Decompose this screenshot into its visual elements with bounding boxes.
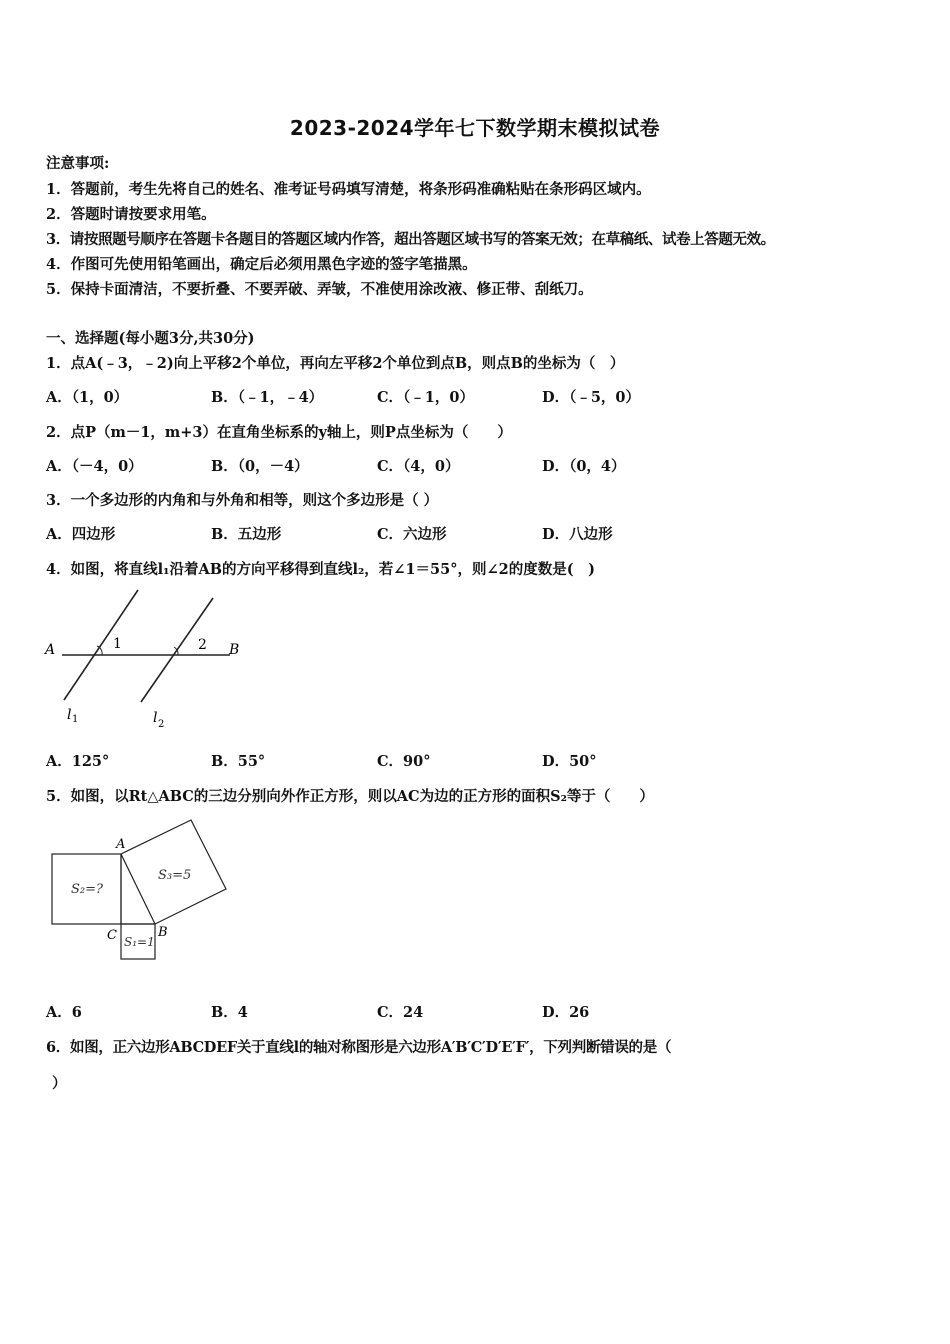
notice-item: 1．答题前，考生先将自己的姓名、准考证号码填写清楚，将条形码准确粘贴在条形码区域内。: [46, 181, 651, 198]
question-1-option-a[interactable]: A．（1，0）: [46, 389, 129, 406]
question-2-option-c[interactable]: C．（4，0）: [377, 458, 460, 475]
question-5-option-d[interactable]: D．26: [542, 1004, 590, 1021]
question-5-option-a[interactable]: A．6: [46, 1004, 82, 1021]
question-1-option-c[interactable]: C．（﹣1，0）: [377, 389, 474, 406]
question-4-option-b[interactable]: B．55°: [211, 753, 266, 770]
question-1-stem: 1．点A(﹣3，﹣2)向上平移2个单位，再向左平移2个单位到点B，则点B的坐标为（ ）: [46, 355, 625, 372]
notice-item: 5．保持卡面清洁，不要折叠、不要弄破、弄皱，不准使用涂改液、修正带、刮纸刀。: [46, 281, 593, 298]
label-angle-2: 2: [198, 637, 207, 653]
label-b: B: [229, 642, 240, 658]
label-s1: S₁=1: [124, 935, 155, 949]
label-l2: l: [153, 710, 158, 726]
label-l1-sub: 1: [72, 714, 79, 725]
section-heading: 一、选择题(每小题3分,共30分): [46, 330, 255, 347]
question-4-option-d[interactable]: D．50°: [542, 753, 597, 770]
notice-item: 3．请按照题号顺序在答题卡各题目的答题区域内作答，超出答题区域书写的答案无效；在草稿纸、试卷上答题无效。: [46, 231, 775, 248]
question-6-stem-cont: ）: [52, 1075, 67, 1092]
label-l1: l: [67, 707, 72, 723]
question-4-stem: 4．如图，将直线l₁沿着AB的方向平移得到直线l₂，若∠1＝55°，则∠2的度数是( ): [46, 561, 595, 578]
question-1-option-b[interactable]: B．（﹣1，﹣4）: [211, 389, 324, 406]
question-2-stem: 2．点P（m－1，m+3）在直角坐标系的y轴上，则P点坐标为（ ）: [46, 424, 512, 441]
label-a: A: [45, 642, 56, 658]
question-4-option-a[interactable]: A．125°: [46, 753, 110, 770]
question-2-option-b[interactable]: B．（0，－4）: [211, 458, 309, 475]
question-1-option-d[interactable]: D．（﹣5，0）: [542, 389, 641, 406]
notice-heading: 注意事项:: [46, 155, 110, 172]
squares-triangle-figure: [44, 815, 239, 965]
question-2-option-d[interactable]: D．（0，4）: [542, 458, 626, 475]
question-5-option-c[interactable]: C．24: [377, 1004, 424, 1021]
label-angle-1: 1: [113, 636, 122, 652]
question-3-option-b[interactable]: B．五边形: [211, 526, 282, 543]
line-l1: [64, 590, 138, 700]
question-3-option-a[interactable]: A．四边形: [46, 526, 116, 543]
label-l2-sub: 2: [158, 719, 165, 730]
label-s2: S₂=?: [71, 882, 103, 897]
label-a: A: [116, 837, 126, 852]
question-4-option-c[interactable]: C．90°: [377, 753, 431, 770]
question-5-stem: 5．如图，以Rt△ABC的三边分别向外作正方形，则以AC为边的正方形的面积S₂等于（ ）: [46, 788, 654, 805]
question-6-stem: 6．如图，正六边形ABCDEF关于直线l的轴对称图形是六边形A′B′C′D′E′F′，下列判断错误的是（: [46, 1039, 672, 1056]
parallel-lines-figure: [40, 588, 250, 733]
question-3-option-c[interactable]: C．六边形: [377, 526, 447, 543]
question-2-option-a[interactable]: A．（－4，0）: [46, 458, 143, 475]
label-c: C: [107, 928, 117, 943]
label-b: B: [158, 925, 168, 940]
question-5-option-b[interactable]: B．4: [211, 1004, 248, 1021]
question-3-stem: 3．一个多边形的内角和与外角和相等，则这个多边形是（ ）: [46, 492, 439, 509]
label-s3: S₃=5: [158, 868, 192, 883]
notice-item: 4．作图可先使用铅笔画出，确定后必须用黑色字迹的签字笔描黑。: [46, 256, 477, 273]
page-title: 2023-2024学年七下数学期末模拟试卷: [289, 116, 661, 140]
question-3-option-d[interactable]: D．八边形: [542, 526, 613, 543]
notice-item: 2．答题时请按要求用笔。: [46, 206, 216, 223]
